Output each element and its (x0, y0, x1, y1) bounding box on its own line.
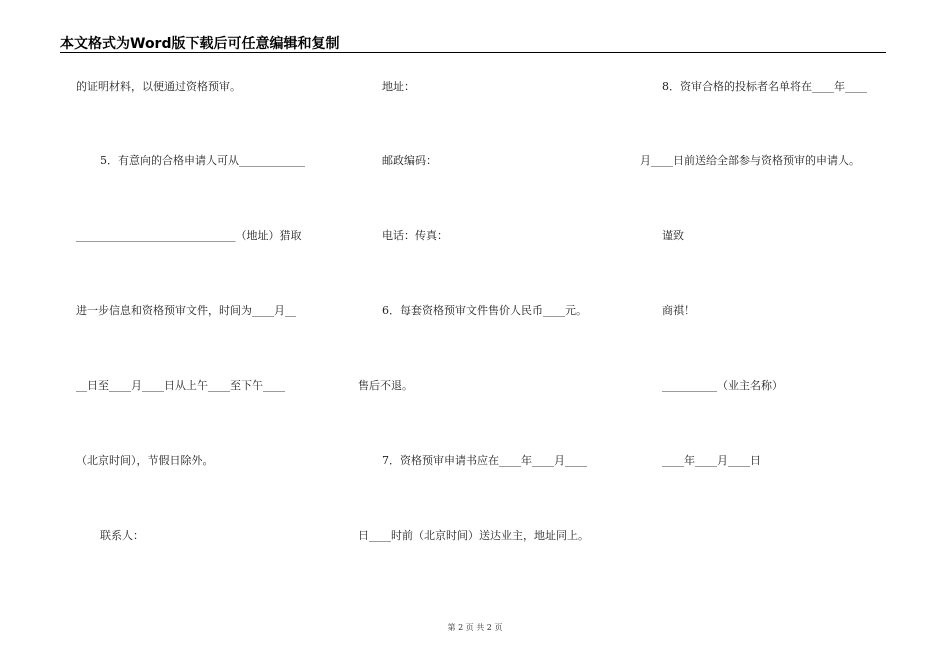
middle-line-7: 日____时前（北京时间）送达业主，地址同上。 (358, 529, 589, 542)
left-line-1: 的证明材料，以便通过资格预审。 (76, 80, 241, 93)
right-line-5: __________（业主名称） (662, 379, 783, 392)
left-line-5: __日至____月____日从上午____至下午____ (76, 379, 285, 392)
left-line-4: 进一步信息和资格预审文件，时间为____月__ (76, 304, 296, 317)
right-line-2: 月____日前送给全部参与资格预审的申请人。 (640, 154, 860, 167)
middle-line-3: 电话：传真： (382, 229, 448, 242)
left-line-7: 联系人： (100, 529, 144, 542)
document-header-title: 本文格式为Word版下载后可任意编辑和复制 (60, 36, 340, 52)
left-line-3: _____________________________（地址）猎取 (76, 229, 302, 242)
middle-line-6: 7．资格预审申请书应在____年____月____ (382, 454, 587, 467)
middle-line-4: 6．每套资格预审文件售价人民币____元。 (382, 304, 587, 317)
right-line-4: 商祺！ (662, 304, 695, 317)
middle-line-2: 邮政编码： (382, 154, 437, 167)
right-line-3: 谨致 (662, 229, 684, 242)
middle-line-5: 售后不退。 (358, 379, 413, 392)
right-line-6: ____年____月____日 (662, 454, 761, 467)
left-line-2: 5．有意向的合格申请人可从____________ (100, 154, 305, 167)
middle-line-1: 地址： (382, 80, 415, 93)
page-number-footer: 第 2 页 共 2 页 (447, 623, 503, 632)
right-line-1: 8．资审合格的投标者名单将在____年____ (662, 80, 867, 93)
left-line-6: （北京时间），节假日除外。 (76, 454, 214, 467)
header-divider (60, 52, 886, 53)
